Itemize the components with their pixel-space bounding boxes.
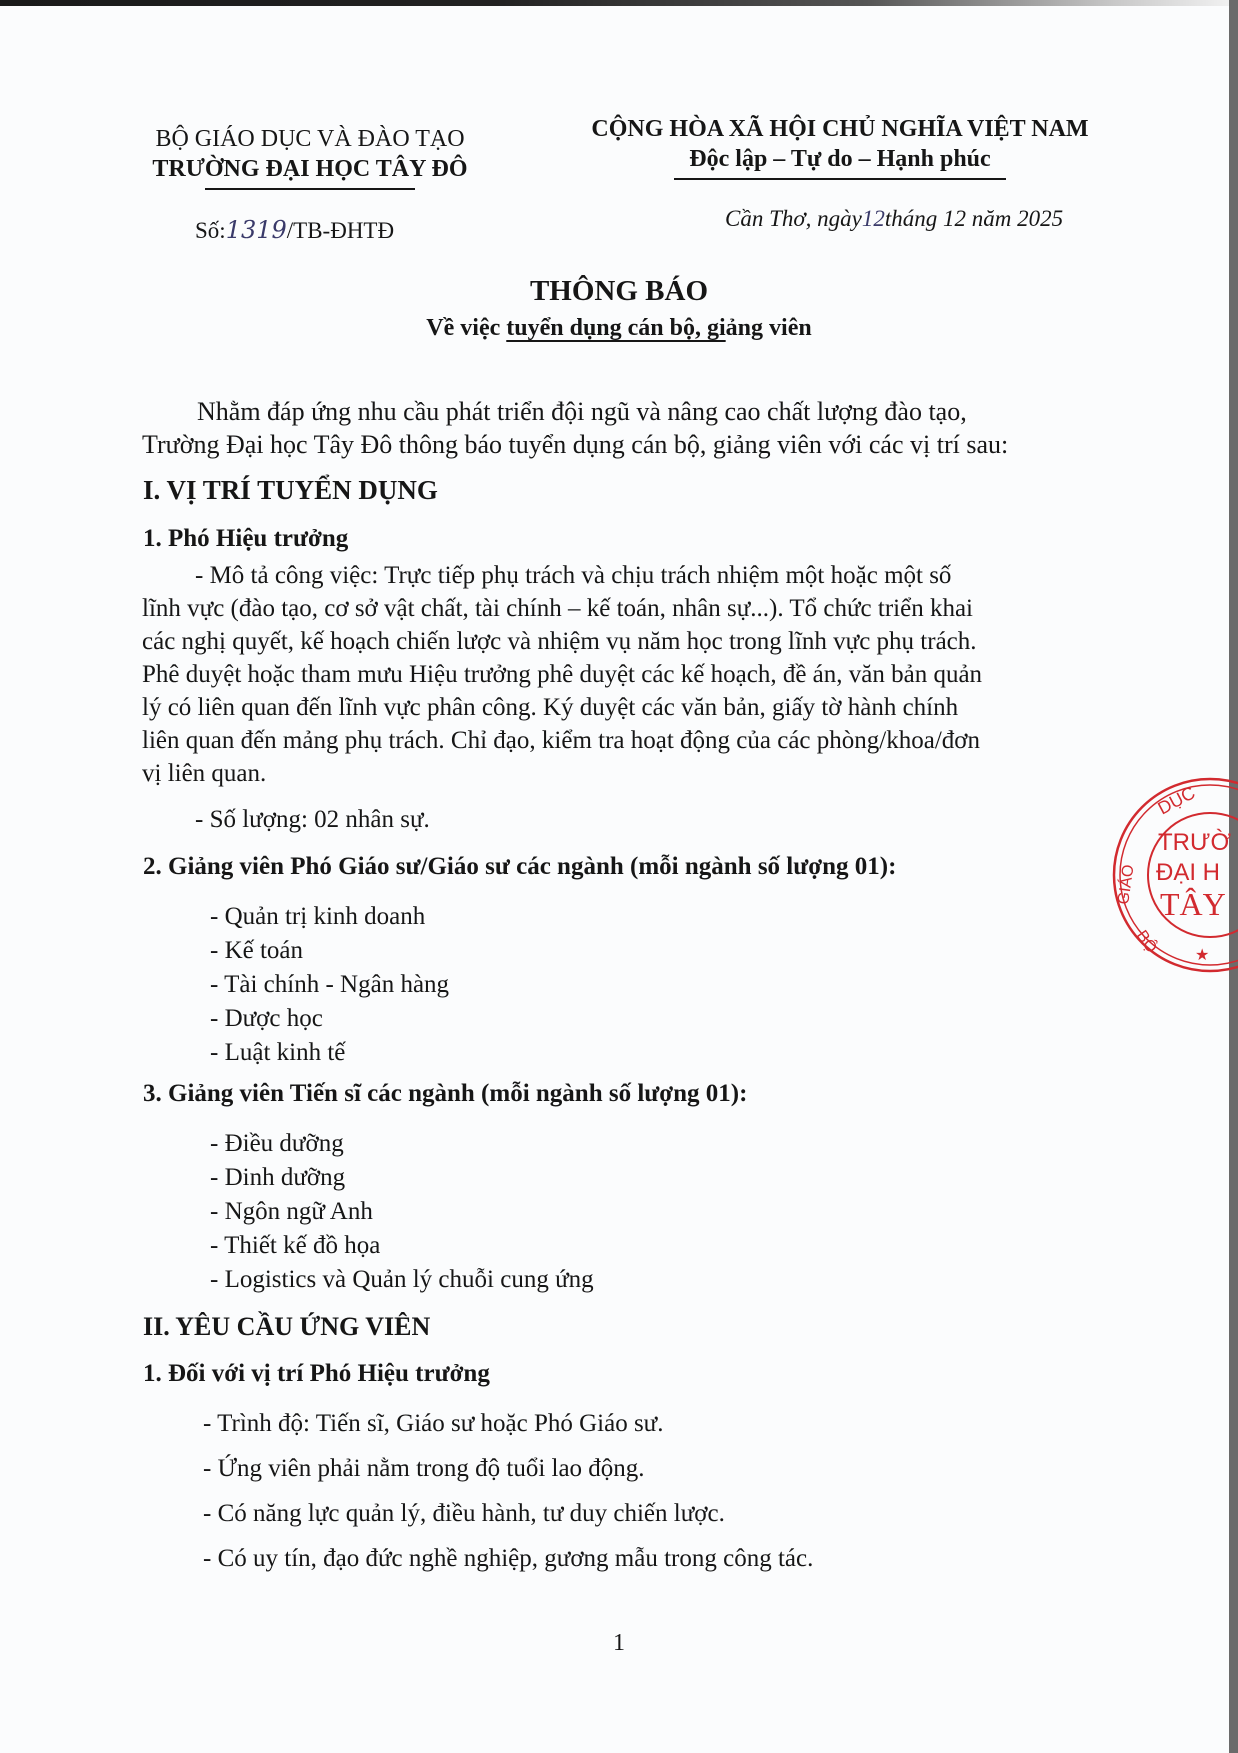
pos2-item: - Dược học [210,1005,323,1032]
pos2-item: - Luật kinh tế [210,1039,346,1066]
doc-number-suffix: /TB-ĐHTĐ [286,218,395,243]
stamp-arc-bottom: BỘ [1132,927,1160,957]
pos1-desc-line-7: vị liên quan. [142,760,267,787]
place-date [725,206,1063,232]
stamp-arc-top: DỤC [1154,782,1199,819]
national-motto: Độc lập – Tự do – Hạnh phúc [689,146,991,172]
pos1-desc-line-2: lĩnh vực (đào tạo, cơ sở vật chất, tài chính – kế toán, nhân sự...). Tổ chức triển khai [142,595,973,622]
issuer-underline [205,188,415,190]
school-name: TRƯỜNG ĐẠI HỌC TÂY ĐÔ [152,156,468,182]
national-motto-block [555,114,1125,180]
pos1-desc-line-1: - Mô tả công việc: Trực tiếp phụ trách và chịu trách nhiệm một hoặc một số [195,562,952,589]
document-number [195,216,394,244]
intro-line-2: Trường Đại học Tây Đô thông báo tuyển dụng cán bộ, giảng viên với các vị trí sau: [142,430,1009,459]
section-2-heading: II. YÊU CẦU ỨNG VIÊN [143,1312,431,1341]
requirement-item: - Có năng lực quản lý, điều hành, tư duy chiến lược. [203,1500,725,1527]
pos2-item: - Tài chính - Ngân hàng [210,971,450,998]
doc-number-handwritten: 1319 [225,216,287,244]
position-1-heading: 1. Phó Hiệu trưởng [143,525,349,552]
requirement-item: - Có uy tín, đạo đức nghề nghiệp, gương mẫu trong công tác. [203,1545,814,1572]
stamp-line-2: ĐẠI H [1156,859,1221,886]
position-3-heading: 3. Giảng viên Tiến sĩ các ngành (mỗi ngành số lượng 01): [143,1080,748,1107]
pos1-desc-line-5: lý có liên quan đến lĩnh vực phân công. Ký duyệt các văn bản, giấy tờ hành chính [142,694,959,721]
stamp-arc-left: GIÁO [1115,863,1138,906]
issuer-block [120,124,500,190]
page-number: 1 [613,1630,625,1656]
pos1-quantity: - Số lượng: 02 nhân sự. [195,806,430,833]
pos1-desc-line-4: Phê duyệt hoặc tham mưu Hiệu trưởng phê duyệt các kế hoạch, đề án, văn bản quản [142,661,983,688]
scan-top-edge [0,0,1238,6]
pos3-item: - Điều dưỡng [210,1130,344,1157]
intro-line-1: Nhằm đáp ứng nhu cầu phát triển đội ngũ và nâng cao chất lượng đào tạo, [197,397,967,426]
stamp-line-3: TÂY [1160,886,1226,922]
document-subtitle [0,315,1238,342]
subtitle-pre: Về việc [426,315,507,341]
requirement-item: - Ứng viên phải nằm trong độ tuổi lao động. [203,1455,645,1482]
pos2-item: - Kế toán [210,937,304,964]
republic-name: CỘNG HÒA XÃ HỘI CHỦ NGHĨA VIỆT NAM [591,116,1089,142]
pos1-desc-line-6: liên quan đến mảng phụ trách. Chỉ đạo, kiểm tra hoạt động của các phòng/khoa/đơn [142,727,980,754]
date-suffix: tháng 12 năm 2025 [884,206,1064,231]
subtitle-underlined: tuyển dụng cán bộ, gi [506,315,726,341]
stamp-star-icon: ★ [1195,945,1210,964]
date-prefix: Cần Thơ, ngày [725,206,862,231]
pos1-desc-line-3: các nghị quyết, kế hoạch chiến lược và nhiệm vụ năm học trong lĩnh vực phụ trách. [142,628,977,655]
requirement-1-heading: 1. Đối với vị trí Phó Hiệu trưởng [143,1360,490,1387]
stamp-line-1: TRƯỜ [1158,829,1232,856]
date-day-handwritten: 12 [861,206,885,231]
pos3-item: - Logistics và Quản lý chuỗi cung ứng [210,1266,594,1293]
intro-paragraph [142,395,1132,461]
pos3-item: - Thiết kế đồ họa [210,1232,381,1259]
subtitle-post: ảng viên [725,315,812,341]
pos3-item: - Ngôn ngữ Anh [210,1198,373,1225]
ministry-name: BỘ GIÁO DỤC VÀ ĐÀO TẠO [155,126,465,152]
doc-number-prefix: Số: [195,218,226,243]
pos3-item: - Dinh dưỡng [210,1164,346,1191]
pos2-item: - Quản trị kinh doanh [210,903,426,930]
requirement-item: - Trình độ: Tiến sĩ, Giáo sư hoặc Phó Giáo sư. [203,1410,664,1437]
section-1-heading: I. VỊ TRÍ TUYỂN DỤNG [143,475,438,505]
position-2-heading: 2. Giảng viên Phó Giáo sư/Giáo sư các ngành (mỗi ngành số lượng 01): [143,853,897,880]
motto-underline [674,178,1006,180]
official-seal-stamp [1110,775,1238,975]
document-title: THÔNG BÁO [529,275,709,307]
